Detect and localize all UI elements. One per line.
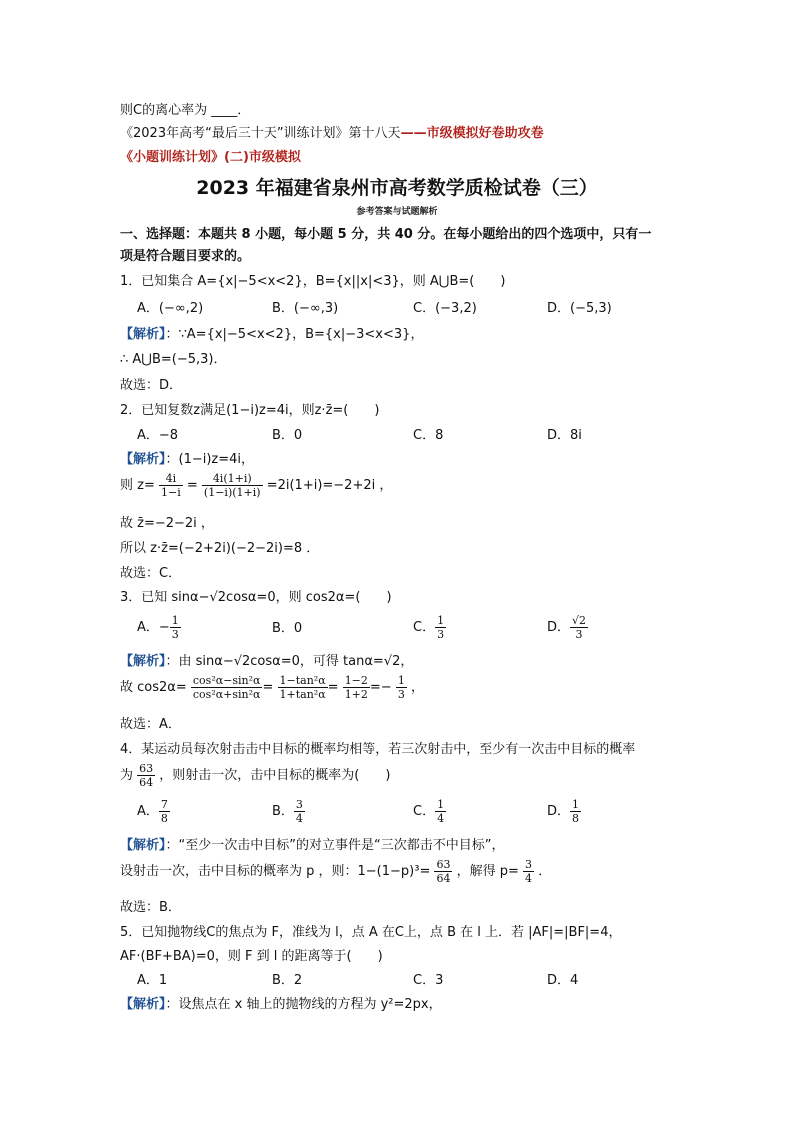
q4-option-a: A． $\frac{7}{8}$: [137, 798, 168, 825]
q4-stem-line1: 4．某运动员每次射击击中目标的概率均相等，若三次射击中，至少有一次击中目标的概率: [120, 742, 636, 757]
q5-solution-line1: [120, 996, 442, 1014]
exam-title: 2023 年福建省泉州市高考数学质检试卷（三）: [196, 177, 598, 199]
q5-stem-line2: AF·(BF+BA)=0，则 F 到 l 的距离等于( ): [120, 949, 383, 964]
q4-jiexi-label: 【解析】: [120, 838, 166, 853]
section-heading-line2: 项是符合题目要求的。: [120, 249, 251, 264]
q2-solution-line2: 则 z= $\frac{4i}{1-i}$ = $\frac{4i(1+i)}{(1-i)(1+i)}$ =2i(1+i)=−2+2i ，: [120, 472, 393, 499]
exam-subtitle: 参考答案与试题解析: [356, 207, 438, 217]
q2-option-d: D．8i: [547, 428, 582, 443]
q1-option-d: D．(−5,3): [547, 301, 612, 316]
q2-solution-line1: [120, 451, 254, 469]
q1-answer: 故选：D．: [120, 378, 183, 393]
q5-option-c: C．3: [413, 973, 444, 988]
q1-solution-line2: ∴ A⋃B=(−5,3)．: [120, 352, 227, 367]
q1-jiexi-label: 【解析】: [120, 327, 166, 342]
q5-option-a: A．1: [137, 973, 168, 988]
q3-solution-line2: 故 cos2α= $\frac{\text{cos²α−sin²α}}{\text{cos²α+sin²α}}$ = $\frac{\text{1−tan²α}}{\text{1+tan²α}}$ = $\frac{1-2}{1+2}$ =− $\frac{1}{3}$ ，: [120, 674, 424, 701]
q3-solution-line1: [120, 653, 413, 671]
q2-option-a: A．−8: [137, 428, 179, 443]
q3-stem: 3．已知 sinα−√2cosα=0，则 cos2α=( ): [120, 590, 392, 605]
q1-option-b: B．(−∞,3): [272, 301, 339, 316]
q5-jiexi-label: 【解析】: [120, 997, 166, 1012]
q1-stem: 1．已知集合 A={x|−5<x<2}，B={x||x|<3}，则 A⋃B=( ): [120, 274, 506, 289]
q3-solution-text1: ：由 sinα−√2cosα=0，可得 tanα=√2，: [165, 654, 414, 669]
q2-answer: 故选：C．: [120, 566, 182, 581]
q4-solution-line2: 设射击一次，击中目标的概率为 p ，则：1−(1−p)³= $\frac{63}{64}$ ，解得 p= $\frac{3}{4}$ ．: [120, 858, 552, 885]
q4-solution-text1: ：“至少一次击中目标”的对立事件是“三次都击不中目标”，: [165, 838, 505, 853]
q3-option-c: C． $\frac{1}{3}$: [413, 614, 445, 641]
q2-option-b: B．0: [272, 428, 303, 443]
q2-solution-text1: ：(1−i)z=4i，: [165, 452, 255, 467]
previous-question-tail: 则C的离心率为 ____．: [120, 103, 251, 118]
q2-jiexi-label: 【解析】: [120, 452, 166, 467]
promo-plan-tag: ——市级模拟好卷助攻卷: [400, 126, 544, 141]
q2-fraction-1: $\frac{4i}{1-i}$: [161, 472, 181, 499]
q3-answer: 故选：A．: [120, 717, 181, 732]
q4-solution-line1: [120, 837, 504, 855]
q1-option-c: C．(−3,2): [413, 301, 477, 316]
q3-jiexi-label: 【解析】: [120, 654, 166, 669]
q2-stem: 2．已知复数z满足(1−i)z=4i，则z·z̄=( ): [120, 403, 380, 418]
q3-option-d: D． $\frac{√2}{3}$: [547, 614, 587, 641]
q3-option-a: A．− $\frac{1}{3}$: [137, 614, 179, 641]
q5-option-b: B．2: [272, 973, 303, 988]
q4-stem-line2: 为 $\frac{63}{64}$ ，则射击一次，击中目标的概率为( ): [120, 762, 391, 789]
q2-solution-line4: 所以 z·z̄=(−2+2i)(−2−2i)=8 ．: [120, 541, 320, 556]
promo-subtitle: 《小题训练计划》(二)市级模拟: [120, 150, 301, 165]
q1-solution-text1: ：∵A={x|−5<x<2}，B={x|−3<x<3}，: [165, 327, 424, 342]
q5-stem-line1: 5．已知抛物线C的焦点为 F，准线为 l，点 A 在C上，点 B 在 l 上．若 |AF|=|BF|=4，: [120, 925, 622, 940]
promo-line: [120, 125, 544, 143]
q5-option-d: D．4: [547, 973, 579, 988]
q5-solution-text1: ：设焦点在 x 轴上的抛物线的方程为 y²=2px，: [165, 997, 442, 1012]
q2-solution-line3: 故 z̄=−2−2i ，: [120, 516, 214, 531]
q4-option-c: C． $\frac{1}{4}$: [413, 798, 445, 825]
q2-fraction-2: $\frac{4i(1+i)}{(1-i)(1+i)}$: [203, 472, 261, 499]
section-heading-line1: 一、选择题：本题共 8 小题，每小题 5 分，共 40 分。在每小题给出的四个选项中，只有一: [120, 227, 652, 242]
promo-plan-title: 《2023年高考“最后三十天”训练计划》第十八天: [120, 126, 401, 141]
q4-answer: 故选：B．: [120, 900, 181, 915]
q2-option-c: C．8: [413, 428, 444, 443]
q1-option-a: A．(−∞,2): [137, 301, 204, 316]
q1-solution-line1: [120, 326, 423, 344]
q3-option-b: B．0: [272, 621, 303, 636]
q4-option-b: B． $\frac{3}{4}$: [272, 798, 303, 825]
q4-option-d: D． $\frac{1}{8}$: [547, 798, 580, 825]
